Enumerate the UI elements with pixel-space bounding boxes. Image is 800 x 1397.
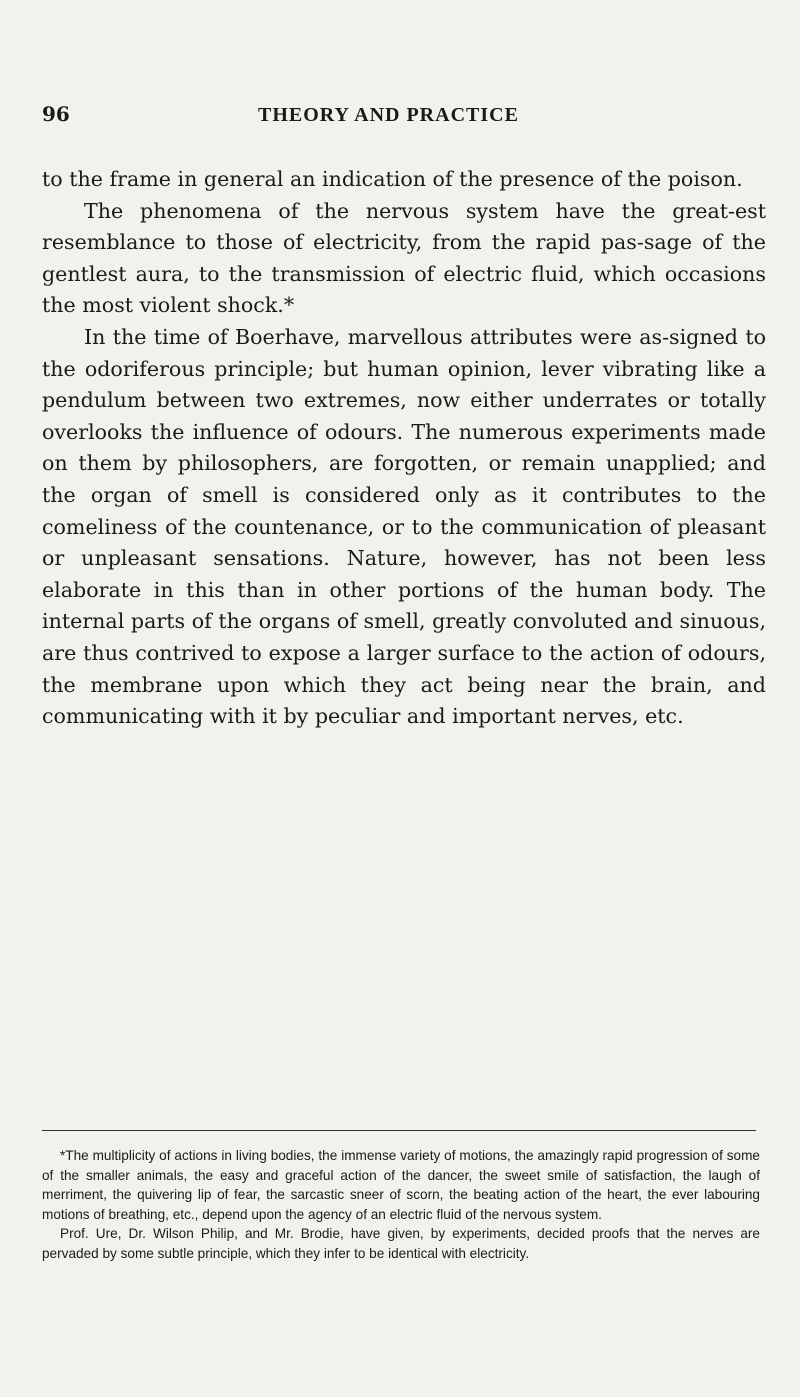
main-text <box>42 164 766 733</box>
page-header <box>42 100 760 140</box>
footnote: Prof. Ure, Dr. Wilson Philip, and Mr. Brodie, have given, by experiments, decided proofs that the nerves are pervaded by some subtle principle, which they infer to be identical with electricity. <box>42 1226 760 1261</box>
page-number: 96 <box>42 102 70 126</box>
paragraph: to the frame in general an indication of the presence of the poison. <box>42 167 743 191</box>
paragraph: The phenomena of the nervous system have the great-est resemblance to those of electricity, from the rapid pas-sage of the gentlest aura, to the transmission of electric fluid, which occasions the most violent shock.* <box>42 198 766 318</box>
running-head: THEORY AND PRACTICE <box>258 104 519 126</box>
footnote-divider <box>42 1130 756 1131</box>
footnote: *The multiplicity of actions in living bodies, the immense variety of motions, the amazingly rapid progression of some of the smaller animals, the easy and graceful action of the dancer, the sweet smile of satisfaction, the laugh of merriment, the quivering lip of fear, the sarcastic sneer of scorn, the beating action of the heart, the ever labouring motions of breathing, etc., depend upon the agency of an electric fluid of the nervous system. <box>42 1148 760 1222</box>
footnotes <box>42 1146 760 1264</box>
paragraph: In the time of Boerhave, marvellous attributes were as-signed to the odoriferous principle; but human opinion, lever vibrating like a pendulum between two extremes, now either underrates or totally overlooks the influence of odours. The numerous experiments made on them by philosophers, are forgotten, or remain unapplied; and the organ of smell is considered only as it contributes to the comeliness of the countenance, or to the communication of pleasant or unpleasant sensations. Nature, however, has not been less elaborate in this than in other portions of the human body. The internal parts of the organs of smell, greatly convoluted and sinuous, are thus contrived to expose a larger surface to the action of odours, the membrane upon which they act being near the brain, and communicating with it by peculiar and important nerves, etc. <box>42 324 766 729</box>
